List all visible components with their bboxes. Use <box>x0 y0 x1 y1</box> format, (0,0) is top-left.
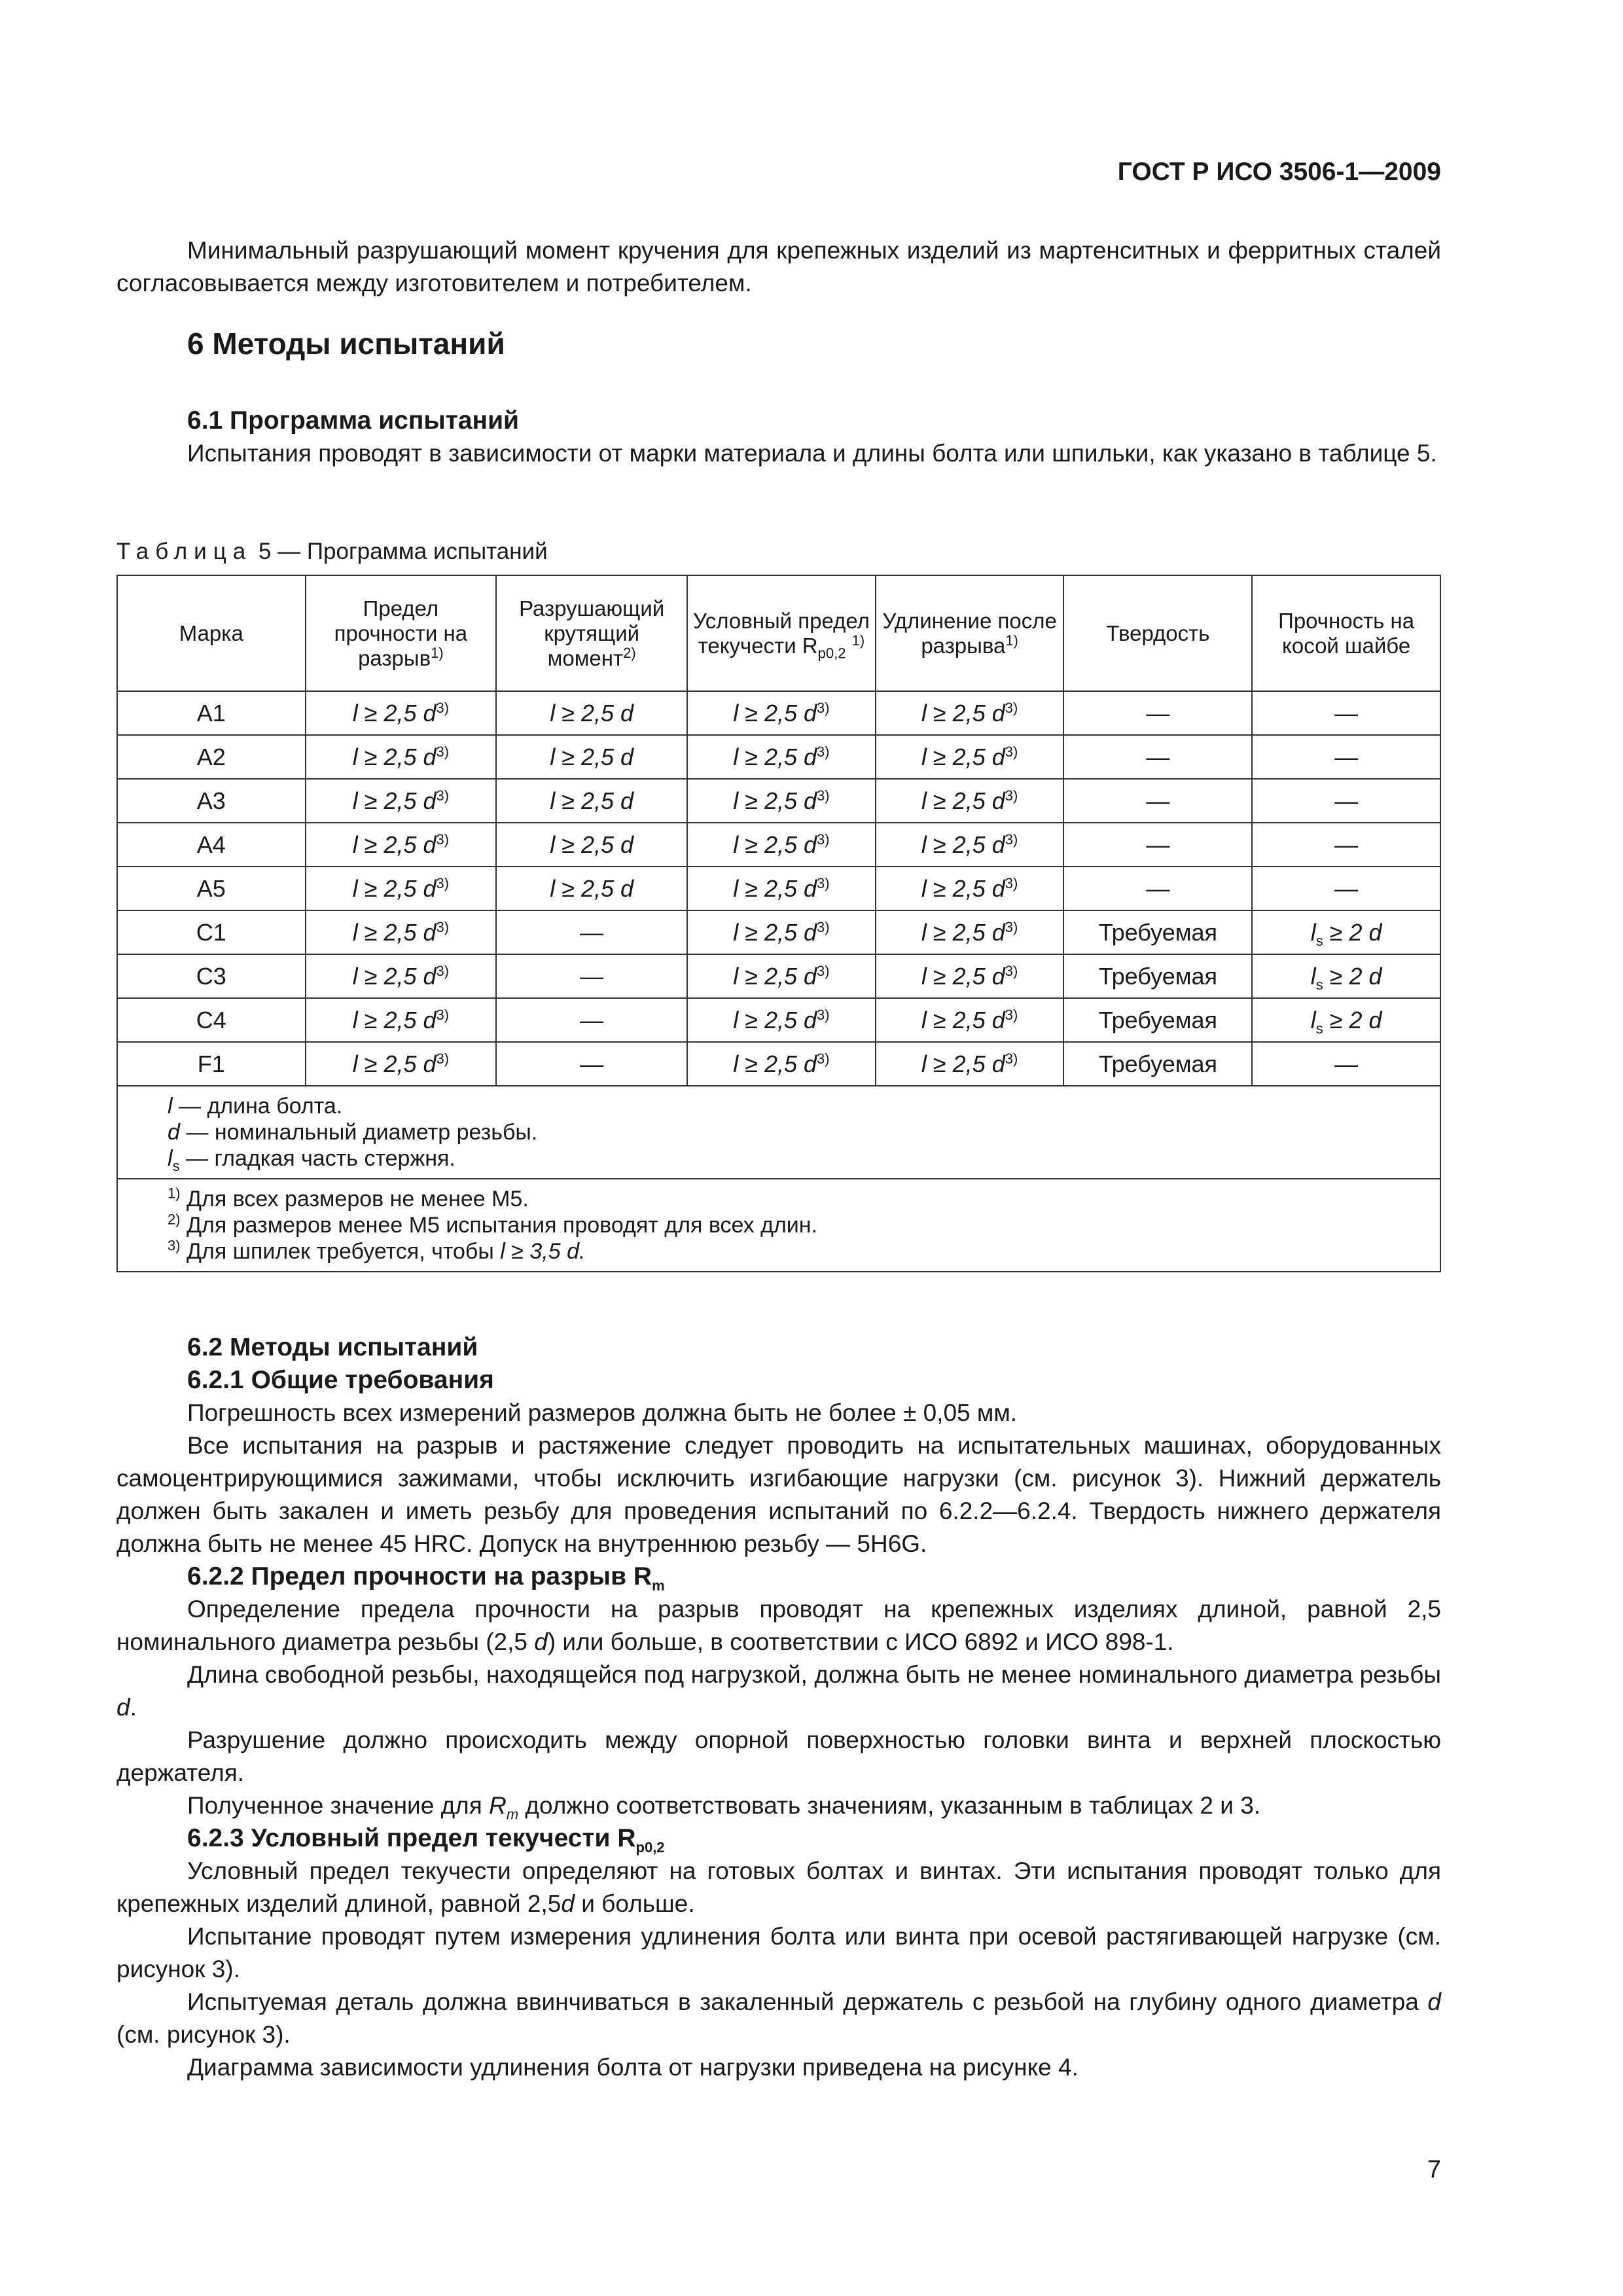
cell-hardness: Требуемая <box>1063 910 1252 954</box>
cell-elongation: l ≥ 2,5 $d^{3)}$ <box>876 779 1064 823</box>
cell-wedge: $l_s \ge 2$ d <box>1252 998 1440 1042</box>
cell-yield: l ≥ 2,5 $d^{3)}$ <box>687 910 876 954</box>
table-row <box>117 1042 1440 1086</box>
cell-elongation: l ≥ 2,5 $d^{3)}$ <box>876 867 1064 910</box>
cell-tensile: l ≥ 2,5 $d^{3)}$ <box>306 779 497 823</box>
paragraph-diagram: Диаграмма зависимости удлинения болта от нагрузки приведена на рисунке 4. <box>187 2054 1079 2081</box>
section-6-1-text: Испытания проводят в зависимости от марки материала и длины болта или шпильки, как указано в таблице 5. <box>187 440 1437 467</box>
table-header-row <box>117 575 1440 691</box>
cell-mark: C3 <box>117 954 306 998</box>
notes-row <box>117 1086 1440 1179</box>
cell-hardness: Требуемая <box>1063 954 1252 998</box>
document-header: ГОСТ Р ИСО 3506-1—2009 <box>1117 158 1441 186</box>
cell-torque: — <box>496 1042 687 1086</box>
table-row <box>117 779 1440 823</box>
cell-tensile: l ≥ 2,5 $d^{3)}$ <box>306 691 497 735</box>
cell-wedge: — <box>1252 1042 1440 1086</box>
cell-tensile: l ≥ 2,5 $d^{3)}$ <box>306 823 497 867</box>
cell-tensile: l ≥ 2,5 $d^{3)}$ <box>306 954 497 998</box>
paragraph-free-thread: Длина свободной резьбы, находящейся под нагрузкой, должна быть не менее номинального диаметра резьбы d. <box>116 1661 1441 1721</box>
cell-elongation: l ≥ 2,5 $d^{3)}$ <box>876 823 1064 867</box>
cell-tensile: l ≥ 2,5 $d^{3)}$ <box>306 867 497 910</box>
cell-torque: l ≥ 2,5 d <box>496 779 687 823</box>
cell-wedge: $l_s \ge 2$ d <box>1252 910 1440 954</box>
cell-yield: l ≥ 2,5 $d^{3)}$ <box>687 823 876 867</box>
cell-wedge: — <box>1252 823 1440 867</box>
section-6-2-2-title: 6.2.2 Предел прочности на разрыв $R_m$ <box>187 1562 665 1594</box>
cell-elongation: l ≥ 2,5 $d^{3)}$ <box>876 735 1064 779</box>
cell-wedge: — <box>1252 735 1440 779</box>
cell-elongation: l ≥ 2,5 $d^{3)}$ <box>876 954 1064 998</box>
cell-torque: — <box>496 910 687 954</box>
section-6-2-3-title: 6.2.3 Условный предел текучести $R_{p0,2}$ <box>187 1824 665 1856</box>
cell-tensile: l ≥ 2,5 $d^{3)}$ <box>306 910 497 954</box>
cell-mark: A5 <box>117 867 306 910</box>
footnotes-cell: $^{1)}$ Для всех размеров не менее М5. $^{2)}$ Для размеров менее М5 испытания проводят для всех длин. $^{3)}$ Для шпилек требуется, чтобы l ≥ 3,5 d. <box>117 1179 1440 1272</box>
cell-elongation: l ≥ 2,5 $d^{3)}$ <box>876 910 1064 954</box>
cell-mark: C1 <box>117 910 306 954</box>
table-row <box>117 867 1440 910</box>
paragraph-rm-values: Полученное значение для $R_m$ должно соответствовать значениям, указанным в таблицах 2 и 3. <box>187 1792 1261 1823</box>
header-elongation: Удлинение после разрыва$^{1)}$ <box>876 575 1064 691</box>
paragraph-yield: Условный предел текучести определяют на готовых болтах и винтах. Эти испытания проводят только для крепежных изделий длиной, равной 2,5d и больше. <box>116 1857 1441 1917</box>
notes-cell: l — длина болта. d — номинальный диаметр резьбы. $l_s$ — гладкая часть стержня. <box>117 1086 1440 1179</box>
cell-mark: A1 <box>117 691 306 735</box>
header-tensile: Предел прочности на разрыв$^{1)}$ <box>306 575 497 691</box>
cell-tensile: l ≥ 2,5 $d^{3)}$ <box>306 1042 497 1086</box>
intro-paragraph: Минимальный разрушающий момент кручения для крепежных изделий из мартенситных и ферритных сталей согласовывается между изготовителем и потребителем. <box>116 237 1441 296</box>
cell-wedge: — <box>1252 867 1440 910</box>
cell-yield: l ≥ 2,5 $d^{3)}$ <box>687 691 876 735</box>
cell-hardness: — <box>1063 867 1252 910</box>
cell-tensile: l ≥ 2,5 $d^{3)}$ <box>306 998 497 1042</box>
cell-yield: l ≥ 2,5 $d^{3)}$ <box>687 998 876 1042</box>
header-yield: Условный предел текучести $R_{p0,2}$ $^{1)}$ <box>687 575 876 691</box>
cell-torque: l ≥ 2,5 d <box>496 823 687 867</box>
footnotes-row <box>117 1179 1440 1272</box>
paragraph-screw-in: Испытуемая деталь должна ввинчиваться в закаленный держатель с резьбой на глубину одного диаметра d (см. рисунок 3). <box>116 1988 1441 2048</box>
cell-elongation: l ≥ 2,5 $d^{3)}$ <box>876 998 1064 1042</box>
paragraph-fracture: Разрушение должно происходить между опорной поверхностью головки винта и верхней плоскостью держателя. <box>116 1727 1441 1786</box>
table-row <box>117 735 1440 779</box>
cell-mark: F1 <box>117 1042 306 1086</box>
cell-torque: — <box>496 954 687 998</box>
cell-yield: l ≥ 2,5 $d^{3)}$ <box>687 867 876 910</box>
table-row <box>117 998 1440 1042</box>
section-6-2 <box>116 1331 1441 2084</box>
paragraph-machines: Все испытания на разрыв и растяжение следует проводить на испытательных машинах, оборудованных самоцентрирующимися зажимами, чтобы исключить изгибающие нагрузки (см. рисунок 3). Нижний держатель должен быть закален и иметь резьбу для проведения испытаний по 6.2.2—6.2.4. Твердость нижнего держателя должна быть не менее 45 HRC. Допуск на внутреннюю резьбу — 5Н6G. <box>116 1432 1441 1557</box>
header-mark: Марка <box>117 575 306 691</box>
cell-hardness: — <box>1063 735 1252 779</box>
test-program-table <box>116 575 1441 1272</box>
cell-torque: l ≥ 2,5 d <box>496 691 687 735</box>
cell-torque: l ≥ 2,5 d <box>496 867 687 910</box>
cell-mark: A2 <box>117 735 306 779</box>
cell-torque: — <box>496 998 687 1042</box>
table-row <box>117 691 1440 735</box>
cell-yield: l ≥ 2,5 $d^{3)}$ <box>687 735 876 779</box>
page-number: 7 <box>1427 2156 1441 2183</box>
cell-yield: l ≥ 2,5 $d^{3)}$ <box>687 954 876 998</box>
section-6-2-title: 6.2 Методы испытаний <box>187 1333 478 1361</box>
cell-hardness: Требуемая <box>1063 998 1252 1042</box>
cell-wedge: — <box>1252 779 1440 823</box>
cell-hardness: — <box>1063 691 1252 735</box>
cell-mark: A4 <box>117 823 306 867</box>
header-wedge: Прочность на косой шайбе <box>1252 575 1440 691</box>
section-6-title: 6 Методы испытаний <box>187 327 505 361</box>
cell-yield: l ≥ 2,5 $d^{3)}$ <box>687 1042 876 1086</box>
cell-hardness: — <box>1063 823 1252 867</box>
cell-elongation: l ≥ 2,5 $d^{3)}$ <box>876 691 1064 735</box>
cell-hardness: Требуемая <box>1063 1042 1252 1086</box>
cell-wedge: — <box>1252 691 1440 735</box>
cell-mark: A3 <box>117 779 306 823</box>
table-caption: Таблица 5 — Программа испытаний <box>116 539 548 564</box>
header-hardness: Твердость <box>1063 575 1252 691</box>
table-row <box>117 954 1440 998</box>
paragraph-elongation-measure: Испытание проводят путем измерения удлинения болта или винта при осевой растягивающей нагрузке (см. рисунок 3). <box>116 1923 1441 1982</box>
cell-hardness: — <box>1063 779 1252 823</box>
cell-yield: l ≥ 2,5 $d^{3)}$ <box>687 779 876 823</box>
table-row <box>117 823 1440 867</box>
section-6-1-title: 6.1 Программа испытаний <box>187 406 520 435</box>
cell-elongation: l ≥ 2,5 $d^{3)}$ <box>876 1042 1064 1086</box>
cell-wedge: $l_s \ge 2$ d <box>1252 954 1440 998</box>
section-6-2-1-title: 6.2.1 Общие требования <box>187 1366 494 1394</box>
paragraph-tensile: Определение предела прочности на разрыв проводят на крепежных изделиях длиной, равной 2,5 номинального диаметра резьбы (2,5 d) или больше, в соответствии с ИСО 6892 и ИСО 898-1. <box>116 1596 1441 1655</box>
cell-torque: l ≥ 2,5 d <box>496 735 687 779</box>
cell-tensile: l ≥ 2,5 $d^{3)}$ <box>306 735 497 779</box>
table-row <box>117 910 1440 954</box>
cell-mark: C4 <box>117 998 306 1042</box>
paragraph-accuracy: Погрешность всех измерений размеров должна быть не более ± 0,05 мм. <box>187 1399 1018 1426</box>
header-torque: Разрушающий крутящий момент$^{2)}$ <box>496 575 687 691</box>
